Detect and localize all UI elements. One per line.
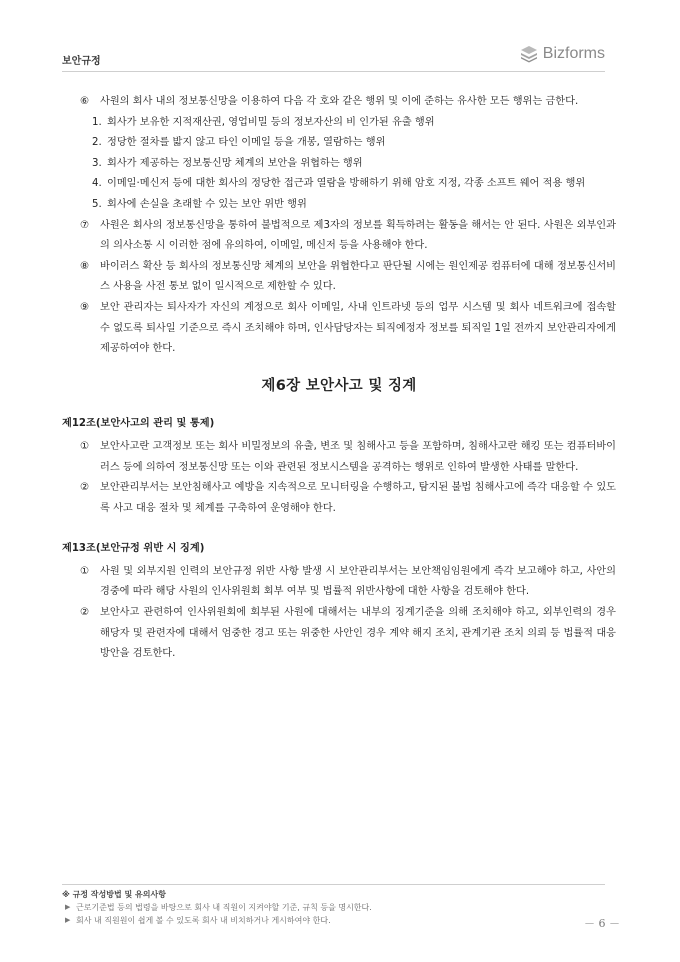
clause-number: ⑨: [80, 301, 90, 313]
clause-text: 회사가 제공하는 정보통신망 체계의 보안을 위협하는 행위: [107, 157, 363, 169]
footnote-box: [62, 884, 605, 927]
clause-number: ⑧: [80, 260, 90, 272]
brand-logo: [520, 45, 605, 63]
footnote-text: 근로기준법 등의 법령을 바탕으로 회사 내 직원이 지켜야할 기준, 규칙 등을 명시한다.: [76, 903, 372, 912]
footnote-title: ※ 규정 작성방법 및 유의사항: [62, 890, 166, 899]
clause-text: 사원의 회사 내의 정보통신망을 이용하여 다음 각 호와 같은 행위 및 이에 준하는 유사한 모든 행위는 금한다.: [100, 96, 579, 107]
brand-name: Bizforms: [542, 45, 605, 62]
section-spacer: [62, 519, 616, 537]
list-item: [62, 154, 616, 175]
article-heading: 제12조(보안사고의 관리 및 통제): [62, 418, 215, 430]
list-item: [62, 113, 616, 134]
clause-text: 보안사고란 고객정보 또는 회사 비밀정보의 유출, 변조 및 침해사고 등을 포함하며, 침해사고란 해킹 또는 컴퓨터바이러스 등에 의하여 정보통신망 또는 이와 관련된 정보시스템을 공격하는 행위로 인하여 발생한 사태를 말한다.: [100, 440, 616, 473]
clause-text: 보안사고 관련하여 인사위원회에 회부된 사원에 대해서는 내부의 징계기준을 의해 조치해야 하고, 외부인력의 경우 해당자 및 관련자에 대해서 엄중한 경고 또는 위중한 사안인 경우 계약 해지 조치, 관계기관 조치 의뢰 등 법률적 대응방안을 검토한다.: [100, 607, 616, 660]
clause-text: 바이러스 확산 등 회사의 정보통신망 체계의 보안을 위협한다고 판단될 시에는 원인제공 컴퓨터에 대해 정보통신서비스 사용을 사전 통보 없이 일시적으로 제한할 수 있다.: [100, 260, 616, 293]
footnote-item: [62, 901, 605, 914]
chapter-heading: 제6장 보안사고 및 징계: [261, 377, 417, 394]
clause-text: 정당한 절차를 밟지 않고 타인 이메일 등을 개봉, 열람하는 행위: [107, 137, 386, 149]
clause-text: 사원 및 외부지원 인력의 보안규정 위반 사항 발생 시 보안관리부서는 보안책임임원에게 즉각 보고해야 하고, 사안의 경중에 따라 해당 사원의 인사위원회 회부 여부 및 법률적 위반사항에 대한 사항을 검토해야 한다.: [100, 565, 616, 598]
clause-paragraph: [62, 298, 616, 360]
clause-paragraph: [62, 92, 616, 113]
clause-number: ①: [80, 440, 90, 452]
bizforms-logo-icon: [520, 45, 538, 63]
clause-number: ②: [80, 607, 90, 619]
document-title: 보안규정: [62, 56, 101, 67]
list-item: [62, 195, 616, 216]
clause-paragraph: [62, 216, 616, 257]
item-number: 4.: [92, 178, 102, 190]
clause-text: 사원은 회사의 정보통신망을 통하여 불법적으로 제3자의 정보를 획득하려는 활동을 해서는 안 된다. 사원은 외부인과의 의사소통 시 이러한 점에 유의하여, 이메일, 메신저 등을 사용해야 한다.: [100, 219, 616, 252]
list-item: [62, 133, 616, 154]
page-number: － 6 －: [584, 917, 620, 930]
clause-text: 보안 관리자는 퇴사자가 자신의 계정으로 회사 이메일, 사내 인트라넷 등의 업무 시스템 및 회사 네트워크에 접속할 수 없도록 퇴사일 기준으로 즉시 조치해야 하며, 인사담당자는 퇴직예정자 정보를 퇴직일 1일 전까지 보안관리자에게 제공하여야 한다.: [100, 301, 616, 355]
article-heading: 제13조(보안규정 위반 시 징계): [62, 543, 205, 555]
clause-number: ②: [80, 482, 90, 494]
footnote-item: [62, 914, 605, 927]
document-body: [62, 92, 616, 665]
clause-number: ⑥: [80, 96, 90, 107]
clause-paragraph: [62, 257, 616, 298]
clause-text: 이메일·메신저 등에 대한 회사의 정당한 접근과 열람을 방해하기 위해 암호 지정, 각종 소프트 웨어 적용 행위: [107, 178, 586, 190]
clause-text: 보안관리부서는 보안침해사고 예방을 지속적으로 모니터링을 수행하고, 탐지된 불법 침해사고에 즉각 대응할 수 있도록 사고 대응 절차 및 체계를 구축하여 운영해야 한다.: [100, 482, 616, 514]
clause-paragraph: [62, 478, 616, 519]
footnote-text: 회사 내 직원원이 쉽게 볼 수 있도록 회사 내 비치하거나 게시하여야 한다.: [76, 916, 331, 925]
clause-paragraph: [62, 603, 616, 665]
list-item: [62, 174, 616, 195]
clause-paragraph: [62, 562, 616, 603]
clause-number: ①: [80, 565, 90, 577]
triangle-bullet-icon: ▶: [65, 903, 71, 911]
item-number: 1.: [92, 116, 102, 128]
item-number: 2.: [92, 137, 102, 149]
triangle-bullet-icon: ▶: [65, 916, 71, 924]
item-number: 5.: [92, 198, 102, 210]
clause-text: 회사가 보유한 지적재산권, 영업비밀 등의 정보자산의 비 인가된 유출 행위: [107, 116, 435, 128]
clause-paragraph: [62, 437, 616, 478]
clause-text: 회사에 손실을 초래할 수 있는 보안 위반 행위: [107, 198, 307, 210]
clause-number: ⑦: [80, 219, 90, 231]
page-header: [62, 38, 605, 72]
item-number: 3.: [92, 157, 102, 169]
